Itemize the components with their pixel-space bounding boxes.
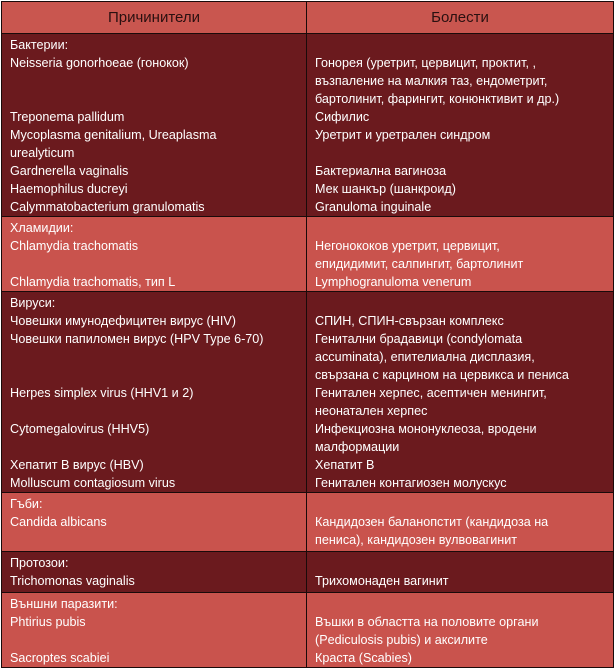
disease: (Pediculosis pubis) и аксилите (315, 633, 488, 647)
group-row-bacteria (2, 34, 614, 217)
diseases-cell (307, 34, 614, 217)
pathogen: Хепатит В вирус (HBV) (10, 458, 144, 472)
group-row-protozoa (2, 552, 614, 593)
pathogens-cell (2, 292, 307, 493)
header-diseases: Болести (307, 2, 614, 34)
group-title: Гъби: (10, 497, 43, 511)
disease: СПИН, СПИН-свързан комплекс (315, 314, 504, 328)
pathogen: Sacroptes scabiei (10, 651, 110, 665)
pathogen: urealyticum (10, 146, 75, 160)
disease: Генитален контагиозен молускус (315, 476, 507, 490)
diseases-cell (307, 493, 614, 552)
disease: Мек шанкър (шанкроид) (315, 182, 456, 196)
disease: Сифилис (315, 110, 370, 124)
header-pathogens: Причинители (2, 2, 307, 34)
disease: accuminata), епителиална дисплазия, (315, 350, 535, 364)
pathogens-cell (2, 593, 307, 668)
disease: Генитални брадавици (condylomata (315, 332, 523, 346)
disease: Уретрит и уретрален синдром (315, 128, 491, 142)
disease: малформации (315, 440, 400, 454)
disease: Въшки в областта на половите органи (315, 615, 539, 629)
pathogen: Phtirius pubis (10, 615, 86, 629)
std-table (1, 1, 614, 668)
disease: пениса), кандидозен вулвовагинит (315, 533, 518, 547)
pathogen: Gardnerella vaginalis (10, 164, 129, 178)
diseases-cell (307, 292, 614, 493)
diseases-cell (307, 593, 614, 668)
header-row (2, 2, 614, 34)
group-title: Външни паразити: (10, 597, 118, 611)
pathogen: Cytomegalovirus (HHV5) (10, 422, 150, 436)
group-row-viruses (2, 292, 614, 493)
pathogens-cell (2, 493, 307, 552)
disease: Кандидозен баланопстит (кандидоза на (315, 515, 549, 529)
diseases-cell (307, 552, 614, 593)
pathogen: Treponema pallidum (10, 110, 125, 124)
disease: възпаление на малкия таз, ендометрит, (315, 74, 548, 88)
disease: Бактериална вагиноза (315, 164, 447, 178)
disease: Трихомонаден вагинит (315, 574, 449, 588)
pathogen: Chlamydia trachomatis (10, 239, 139, 253)
disease: епидидимит, салпингит, бартолинит (315, 257, 524, 271)
diseases-cell (307, 217, 614, 292)
disease: Генитален херпес, асептичен менингит, (315, 386, 547, 400)
pathogen: Haemophilus ducreyi (10, 182, 128, 196)
pathogen: Candida albicans (10, 515, 107, 529)
pathogen: Mycoplasma genitalium, Ureaplasma (10, 128, 217, 142)
disease: Granuloma inguinale (315, 200, 432, 214)
pathogens-cell (2, 34, 307, 217)
disease: неонатален херпес (315, 404, 428, 418)
group-row-parasites (2, 593, 614, 668)
pathogen: Trichomonas vaginalis (10, 574, 135, 588)
disease: Негонококов уретрит, цервицит, (315, 239, 500, 253)
disease: Хепатит В (315, 458, 375, 472)
pathogen: Molluscum contagiosum virus (10, 476, 176, 490)
pathogen: Човешки папиломен вирус (HPV Type 6-70) (10, 332, 264, 346)
pathogen: Herpes simplex virus (HHV1 и 2) (10, 386, 194, 400)
disease: свързана с карцином на цервикса и пениса (315, 368, 569, 382)
disease: Инфекциозна мононуклеоза, вродени (315, 422, 537, 436)
disease: Lymphogranuloma venerum (315, 275, 472, 289)
disease: Краста (Scabies) (315, 651, 412, 665)
pathogen: Calymmatobacterium granulomatis (10, 200, 205, 214)
disease: бартолинит, фарингит, конюнктивит и др.) (315, 92, 560, 106)
pathogens-cell (2, 552, 307, 593)
group-title: Вируси: (10, 296, 56, 310)
pathogen: Neisseria gonorhoeae (гонокок) (10, 56, 189, 70)
group-title: Хламидии: (10, 221, 74, 235)
group-row-chlamydia (2, 217, 614, 292)
disease: Гонорея (уретрит, цервицит, проктит, , (315, 56, 536, 70)
group-title: Протозои: (10, 556, 69, 570)
pathogens-cell (2, 217, 307, 292)
pathogen: Chlamydia trachomatis, тип L (10, 275, 176, 289)
pathogen: Човешки имунодефицитен вирус (HIV) (10, 314, 236, 328)
group-title: Бактерии: (10, 38, 69, 52)
group-row-fungi (2, 493, 614, 552)
